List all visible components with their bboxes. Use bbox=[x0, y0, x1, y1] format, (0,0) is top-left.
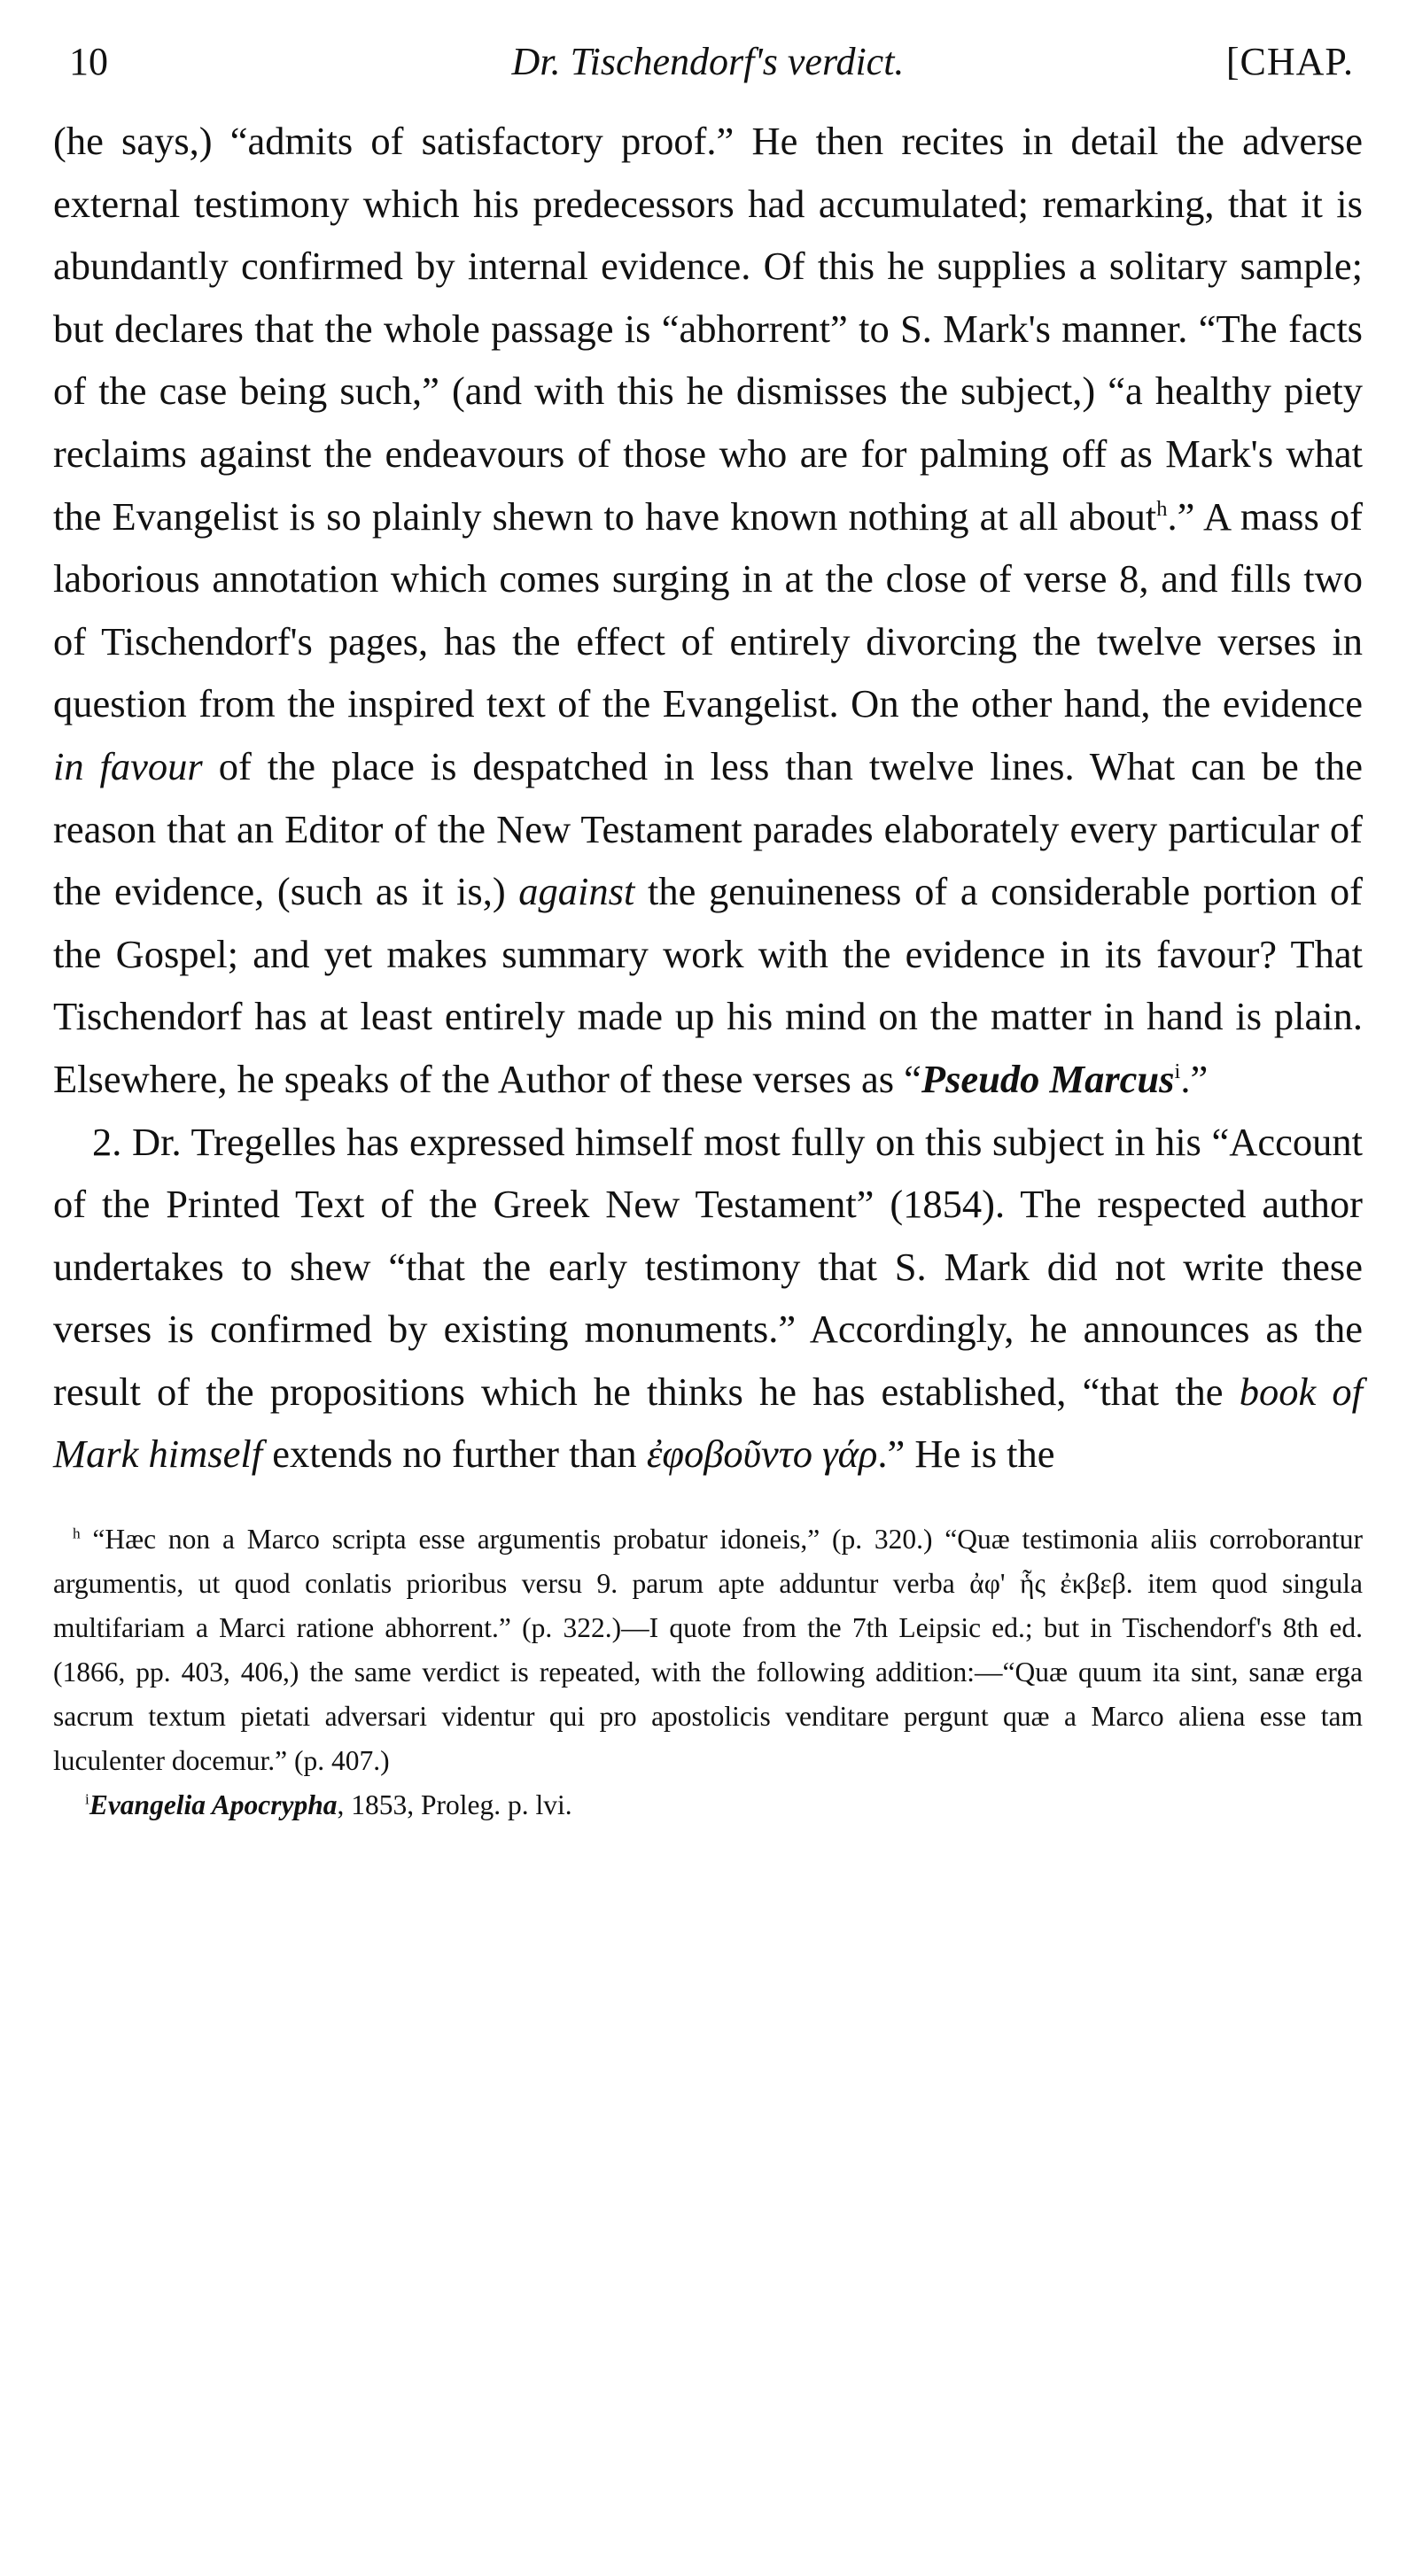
footnote-i-text: , 1853, Proleg. p. lvi. bbox=[337, 1789, 572, 1821]
paragraph-1-part-b: .” A mass of laborious annotation which comes surging in at the close of verse 8, and fills two of Tischendorf's pages, has the effect of entirely divorcing the twelve verses in question from the inspired text of the Evangelist. On the other hand, the evidence bbox=[53, 493, 1363, 726]
page-number: 10 bbox=[69, 40, 108, 83]
paragraph-1 bbox=[53, 110, 1363, 1111]
emphasis-in-favour: in favour bbox=[53, 743, 203, 788]
paragraph-1-part-c: of the place is despatched in less than twelve lines. What can be the reason that an Editor of the New Testament parades elaborately every particular of the evidence, (such as it is,) bbox=[53, 743, 1364, 914]
paragraph-1-part-e: .” bbox=[1180, 1056, 1209, 1101]
paragraph-2 bbox=[53, 1111, 1363, 1486]
emphasis-book-of-mark: book of Mark himself bbox=[53, 1369, 1363, 1477]
paragraph-1-part-a: (he says,) “admits of satisfactory proof.” He then recites in detail the adverse external testimony which his predecessors had accumulated; remarking, that it is abundantly confirmed by internal evidence. Of this he supplies a solitary sample; but declares that the whole passage is “abhorrent” to S. Mark's manner. “The facts of the case being such,” (and with this he dismisses the subject,) “a healthy piety reclaims against the endeavours of those who are for palming off as Mark's what the Evangelist is so plainly shewn to have known nothing at all about bbox=[53, 119, 1363, 539]
footnote-h-marker: h bbox=[73, 1525, 81, 1542]
paragraph-2-part-b: extends no further than bbox=[262, 1432, 647, 1477]
footnote-i-title: Evangelia Apocrypha bbox=[89, 1789, 338, 1821]
page-header bbox=[53, 27, 1363, 97]
footnote-i-marker: i bbox=[85, 1790, 89, 1808]
footnote-ref-i: i bbox=[1174, 1059, 1181, 1084]
footnote-h-text: “Hæc non a Marco scripta esse argumentis probatur idoneis,” (p. 320.) “Quæ testimonia aliis corroborantur argumentis, ut quod conlatis prioribus versu 9. parum apte adduntur verba ἀφ' ἧς ἐκβεβ. item quod singula multifariam a Marci ratione abhorrent.” (p. 322.)—I quote from the 7th Leipsic ed.; but in Tischendorf's 8th ed. (1866, pp. 403, 406,) the same verdict is repeated, with the following addition:—“Quæ quum ita sint, sanæ erga sacrum textum pietati adversari videntur qui pro apostolicis venditare pergunt quæ a Marco aliena esse tam luculenter docemur.” (p. 407.) bbox=[53, 1524, 1363, 1777]
footnotes bbox=[53, 1517, 1363, 1827]
paragraph-2-part-c: .” He is the bbox=[877, 1432, 1055, 1477]
paragraph-1-part-d: the genuineness of a considerable portion of the Gospel; and yet makes summary work with the evidence in its favour? That Tischendorf has at least entirely made up his mind on the matter in hand is plain. Elsewhere, he speaks of the Author of these verses as “ bbox=[53, 869, 1363, 1101]
body-text bbox=[53, 110, 1363, 1486]
running-title: Dr. Tischendorf's verdict. bbox=[511, 40, 905, 83]
greek-phrase: ἐφοβοῦντο γάρ bbox=[646, 1432, 878, 1477]
emphasis-pseudo-marcus: Pseudo Marcus bbox=[921, 1056, 1175, 1101]
chapter-mark: [CHAP. bbox=[1225, 40, 1354, 83]
footnote-i bbox=[53, 1783, 1363, 1827]
footnote-h bbox=[53, 1517, 1363, 1783]
footnote-ref-h: h bbox=[1156, 496, 1168, 521]
book-page bbox=[53, 27, 1363, 2542]
emphasis-against: against bbox=[518, 869, 635, 914]
paragraph-2-part-a: 2. Dr. Tregelles has expressed himself most fully on this subject in his “Account of the Printed Text of the Greek New Testament” (1854). The respected author undertakes to shew “that the early testimony that S. Mark did not write these verses is confirmed by existing monuments.” Accordingly, he announces as the result of the propositions which he thinks he has established, “that the bbox=[53, 1119, 1363, 1414]
